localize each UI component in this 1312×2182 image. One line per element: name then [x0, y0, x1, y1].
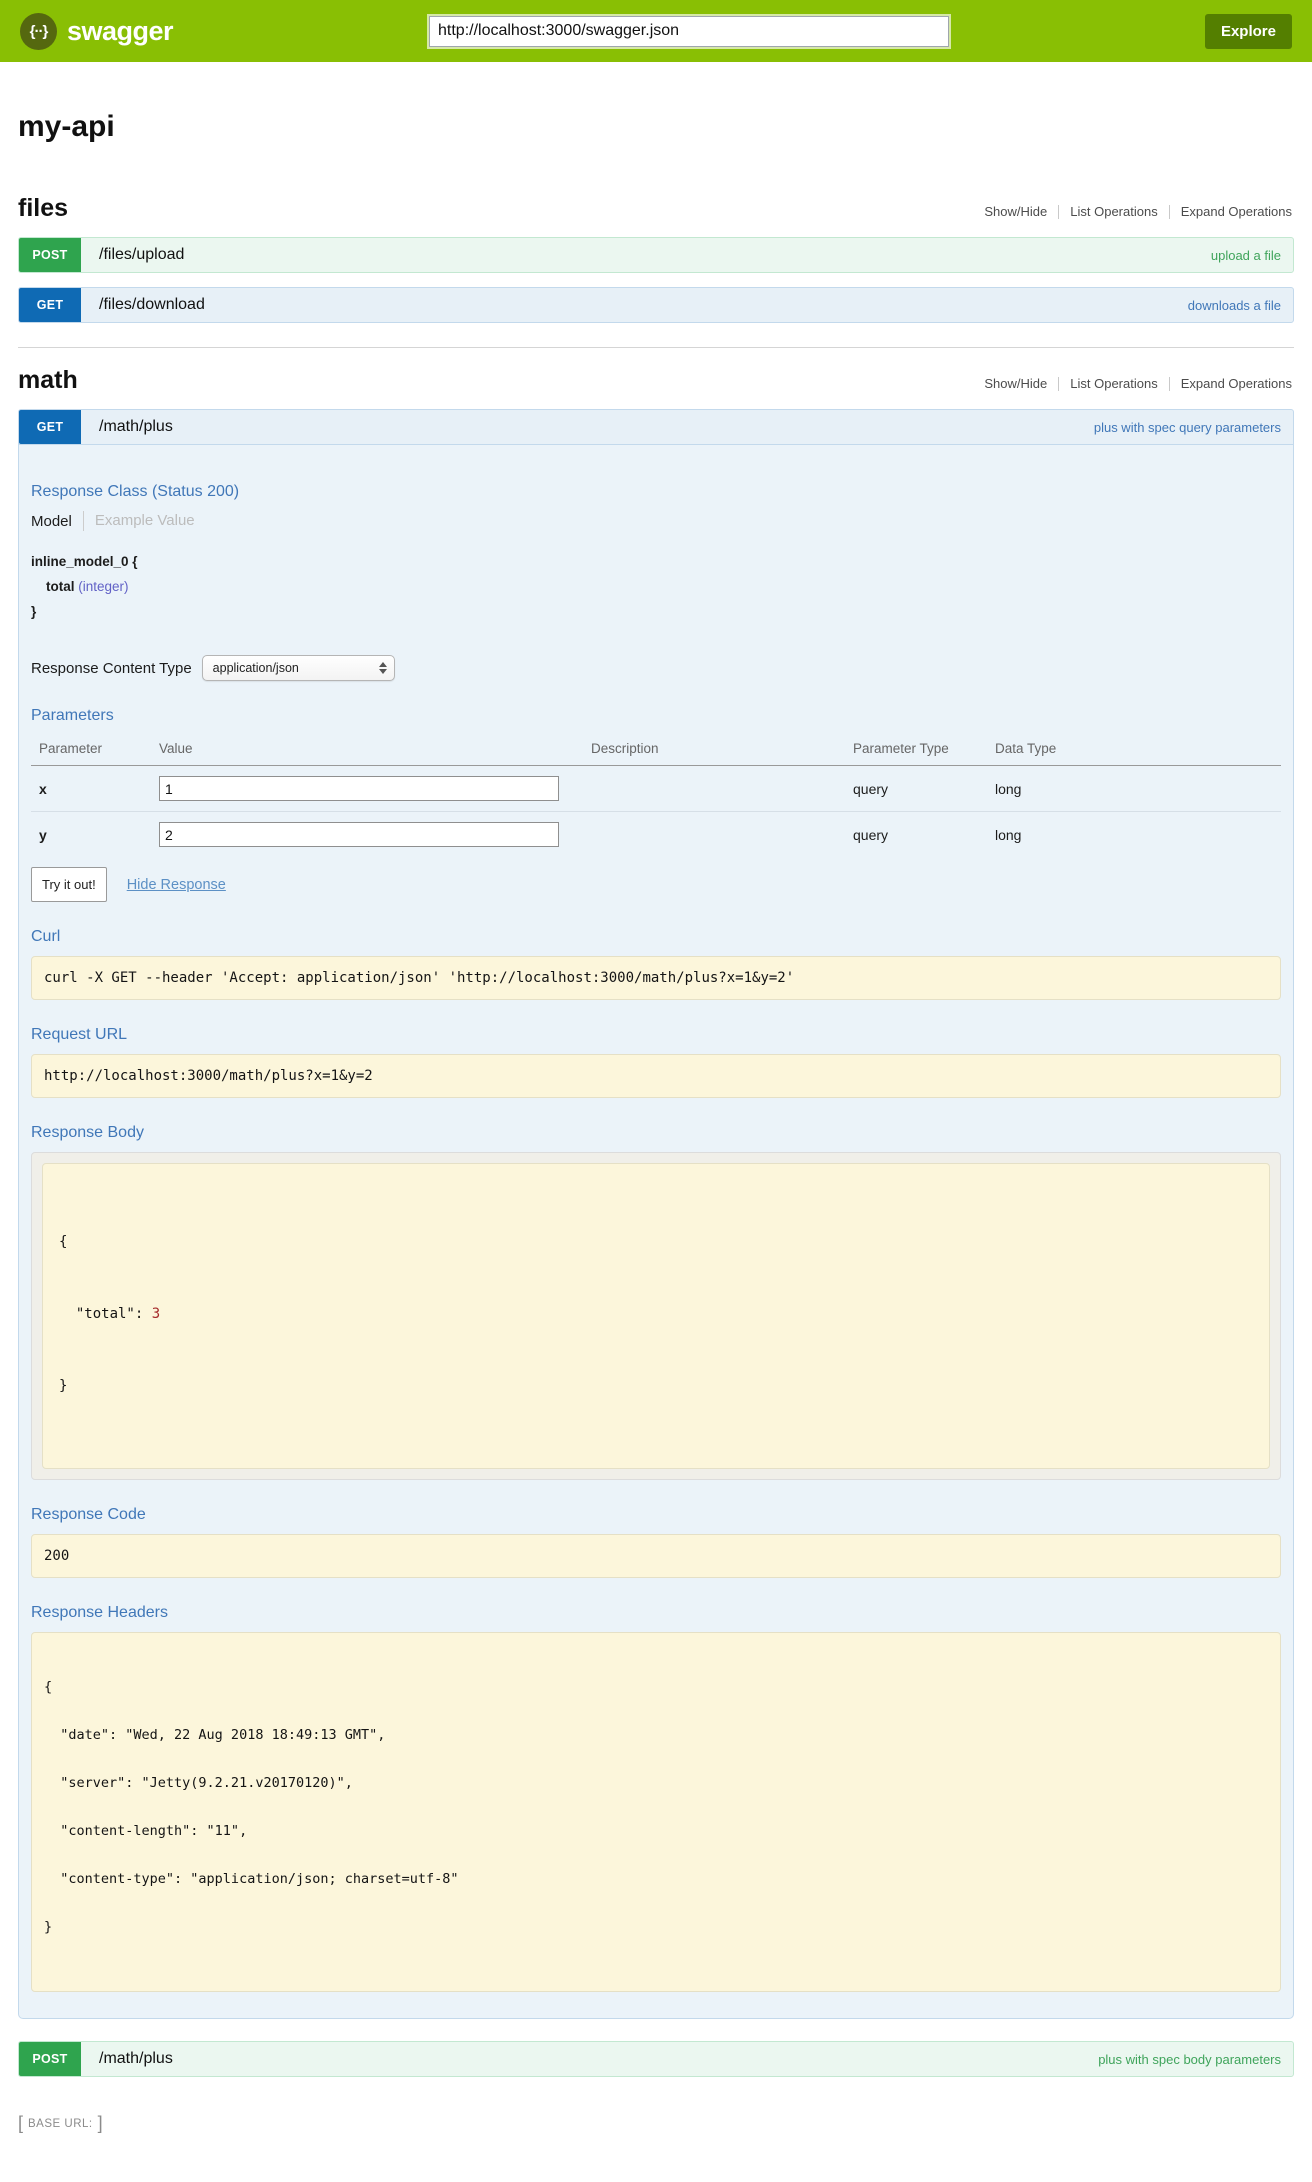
list-operations-link[interactable]: List Operations [1070, 204, 1158, 219]
close-bracket: ] [97, 2113, 103, 2133]
endpoint-post-math-plus[interactable] [18, 2041, 1294, 2077]
json-open-brace: { [59, 1234, 68, 1250]
list-operations-link[interactable]: List Operations [1070, 376, 1158, 391]
endpoint-summary-link[interactable]: downloads a file [1187, 297, 1281, 313]
model-signature [31, 553, 1281, 621]
tab-model[interactable]: Model [31, 512, 72, 530]
files-section-controls [973, 205, 1294, 219]
response-body-heading: Response Body [31, 1124, 144, 1141]
endpoint-path[interactable]: /files/upload [99, 246, 185, 263]
col-data-type: Data Type [995, 735, 1281, 766]
endpoint-summary-link[interactable]: upload a file [1210, 247, 1281, 263]
json-separator: : [134, 1306, 152, 1322]
param-type: query [853, 780, 889, 797]
headers-line: "date": "Wed, 22 Aug 2018 18:49:13 GMT", [44, 1727, 386, 1743]
tab-example-value[interactable]: Example Value [83, 511, 195, 531]
param-description [591, 766, 853, 812]
section-title-files[interactable]: files [18, 194, 69, 222]
param-type: query [853, 812, 995, 858]
response-body-json [42, 1163, 1270, 1469]
actions-row [31, 867, 1281, 902]
show-hide-link[interactable]: Show/Hide [984, 204, 1048, 219]
method-badge-get: GET [19, 410, 81, 444]
property-type: (integer) [78, 579, 129, 594]
headers-line: "server": "Jetty(9.2.21.v20170120)", [44, 1775, 353, 1791]
files-section [18, 194, 1294, 323]
base-url-footer [18, 2113, 1294, 2134]
endpoint-post-files-upload[interactable] [18, 237, 1294, 273]
curl-command: curl -X GET --header 'Accept: application/json' 'http://localhost:3000/math/plus?x=1&y=2' [31, 956, 1281, 1000]
param-row-x [31, 766, 1281, 812]
get-math-plus-panel [18, 445, 1294, 2019]
response-content-type-label: Response Content Type [31, 659, 192, 677]
endpoint-summary-link[interactable]: plus with spec query parameters [1093, 419, 1281, 435]
math-section-head [18, 366, 1294, 395]
curly-braces-icon: {··} [20, 13, 57, 50]
json-close-brace: } [59, 1378, 68, 1394]
explore-button[interactable]: Explore [1205, 14, 1292, 49]
headers-line: } [44, 1919, 53, 1935]
show-hide-link[interactable]: Show/Hide [984, 376, 1048, 391]
spec-url-input[interactable] [429, 16, 949, 47]
method-badge-get: GET [19, 288, 81, 322]
response-class-heading: Response Class (Status 200) [31, 483, 240, 500]
main-content [0, 110, 1312, 2134]
try-it-out-button[interactable]: Try it out! [31, 867, 107, 902]
endpoint-summary-link[interactable]: plus with spec body parameters [1098, 2051, 1281, 2067]
section-divider [18, 347, 1294, 348]
json-total-line [59, 1302, 1253, 1326]
col-value: Value [159, 735, 591, 766]
method-badge-post: POST [19, 238, 81, 272]
hide-response-link[interactable]: Hide Response [126, 876, 226, 893]
request-url-value: http://localhost:3000/math/plus?x=1&y=2 [31, 1054, 1281, 1098]
selected-content-type: application/json [212, 661, 299, 675]
json-value: 3 [151, 1306, 161, 1322]
math-section [18, 366, 1294, 2077]
response-content-type-row [31, 655, 1281, 681]
response-body-container [31, 1152, 1281, 1480]
param-data-type: long [995, 780, 1022, 797]
endpoint-path[interactable]: /math/plus [99, 418, 173, 435]
col-description: Description [591, 735, 853, 766]
page-title: my-api [18, 110, 115, 143]
section-title-math[interactable]: math [18, 366, 78, 394]
files-section-head [18, 194, 1294, 223]
response-class-tabs [31, 511, 1281, 531]
param-description [591, 812, 853, 858]
headers-line: { [44, 1679, 53, 1695]
property-name: total [46, 579, 75, 594]
math-section-controls [973, 377, 1294, 391]
parameters-heading: Parameters [31, 707, 114, 724]
parameters-table [31, 735, 1281, 857]
curl-heading: Curl [31, 928, 61, 945]
response-code-value: 200 [31, 1534, 1281, 1578]
select-arrows-icon [379, 662, 387, 674]
response-headers-json [31, 1632, 1281, 1992]
method-badge-post: POST [19, 2042, 81, 2076]
param-row-y [31, 812, 1281, 858]
endpoint-get-files-download[interactable] [18, 287, 1294, 323]
col-parameter: Parameter [31, 735, 159, 766]
base-url-label: BASE URL: [28, 2118, 93, 2130]
model-closing-brace: } [31, 604, 37, 619]
get-math-plus-block [18, 409, 1294, 2019]
model-name: inline_model_0 { [31, 554, 138, 569]
expand-operations-link[interactable]: Expand Operations [1180, 376, 1292, 391]
headers-line: "content-length": "11", [44, 1823, 248, 1839]
endpoint-get-math-plus[interactable] [18, 409, 1294, 445]
json-key: "total" [75, 1306, 135, 1322]
open-bracket: [ [18, 2113, 24, 2133]
param-data-type: long [995, 812, 1281, 858]
param-y-input[interactable] [159, 822, 559, 847]
logo-text: swagger [67, 15, 174, 46]
response-code-heading: Response Code [31, 1506, 146, 1523]
param-name: x [39, 780, 47, 797]
endpoint-path[interactable]: /math/plus [99, 2050, 173, 2067]
response-content-type-select[interactable] [202, 655, 395, 681]
param-x-input[interactable] [159, 776, 559, 801]
headers-line: "content-type": "application/json; charset=utf-8" [44, 1871, 459, 1887]
expand-operations-link[interactable]: Expand Operations [1180, 204, 1292, 219]
swagger-logo[interactable] [20, 13, 173, 50]
endpoint-path[interactable]: /files/download [99, 296, 205, 313]
response-headers-heading: Response Headers [31, 1604, 168, 1621]
request-url-heading: Request URL [31, 1026, 128, 1043]
col-parameter-type: Parameter Type [853, 735, 995, 766]
param-name: y [31, 812, 159, 858]
top-bar [0, 0, 1312, 62]
